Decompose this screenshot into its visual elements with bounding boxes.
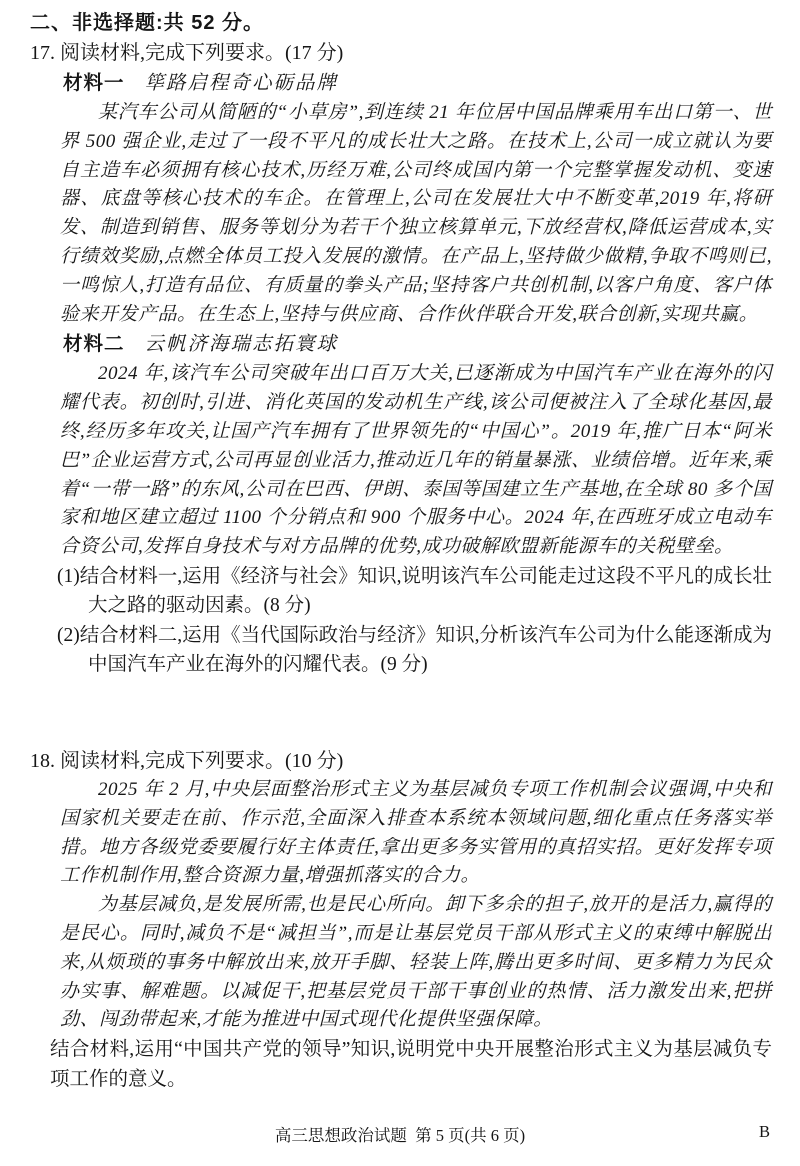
question-17-stem-line xyxy=(30,38,772,68)
material-2-title: 云帆济海瑞志拓寰球 xyxy=(144,334,339,356)
question-17-subquestion-1 xyxy=(57,562,772,621)
section-header: 二、非选择题:共 52 分。 xyxy=(30,12,265,34)
subquestion-1-text: 结合材料一,运用《经济与社会》知识,说明该汽车公司能走过这段不平凡的成长壮大之路的驱动因素。(8 分) xyxy=(79,565,773,617)
material-2-text: 2024 年,该汽车公司突破年出口百万大关,已逐渐成为中国汽车产业在海外的闪耀代表。初创时,引进、消化英国的发动机生产线,该公司便被注入了全球化基因,最终,经历多年攻关,让国产汽车拥有了世界领先的“中国心”。2019 年,推广日本“阿米巴”企业运营方式,公司再显创业活力,推动近几年的销量暴涨、业绩倍增。近年来,乘着“一带一路”的东风,公司在巴西、伊朗、泰国等国建立生产基地,在全球 80 多个国家和地区建立超过 1100 个分销点和 900 个服务中心。2024 年,在西班牙成立电动车合资公司,发挥自身技术与对方品牌的优势,成功破解欧盟新能源车的关税壁垒。 xyxy=(60,363,772,558)
material-1-title: 筚路启程奇心砺品牌 xyxy=(144,73,339,94)
question-17-number: 17. xyxy=(30,42,55,64)
question-18-task: 结合材料,运用“中国共产党的领导”知识,说明党中央开展整治形式主义为基层减负专项工作的意义。 xyxy=(50,1039,772,1090)
question-18-stem: 阅读材料,完成下列要求。(10 分) xyxy=(60,749,344,772)
subquestion-1-label: (1) xyxy=(57,565,80,587)
question-17-stem: 阅读材料,完成下列要求。(17 分) xyxy=(60,42,344,64)
material-1-label: 材料一 xyxy=(63,72,125,94)
material-1-heading xyxy=(63,68,772,99)
question-18-stem-line xyxy=(30,746,772,776)
question-17 xyxy=(30,38,772,680)
question-17-subquestion-2 xyxy=(57,621,772,680)
footer-version-label: B xyxy=(758,1122,770,1141)
material-1-text: 某汽车公司从简陋的“小草房”,到连续 21 年位居中国品牌乘用车出口第一、世界 500 强企业,走过了一段不平凡的成长壮大之路。在技术上,公司一成立就认为要自主造车必须拥有核心技术,历经万难,公司终成国内第一个完整掌握发动机、变速器、底盘等核心技术的车企。在管理上,公司在发展壮大中不断变革,2019 年,将研发、制造到销售、服务等划分为若干个独立核算单元,下放经营权,降低运营成本,实行绩效奖励,点燃全体员工投入发展的激情。在产品上,坚持做少做精,争取不鸣则已,一鸣惊人,打造有品位、有质量的拳头产品;坚持客户共创机制,以客户角度、客户体验来开发产品。在生态上,坚持与供应商、合作伙伴联合开发,联合创新,实现共赢。 xyxy=(60,102,772,325)
material-2-heading xyxy=(63,329,772,360)
question-18-number: 18. xyxy=(30,749,55,772)
question-18-paragraph-2: 为基层减负,是发展所需,也是民心所向。卸下多余的担子,放开的是活力,赢得的是民心。同时,减负不是“减担当”,而是让基层党员干部从形式主义的束缚中解脱出来,从烦琐的事务中解放出来,放开手脚、轻装上阵,腾出更多时间、更多精力为民众办实事、解难题。以减促干,把基层党员干部干事创业的热情、活力激发出来,把拼劲、闯劲带起来,才能为推进中国式现代化提供坚强保障。 xyxy=(60,894,772,1031)
subquestion-2-text: 结合材料二,运用《当代国际政治与经济》知识,分析该汽车公司为什么能逐渐成为中国汽车产业在海外的闪耀代表。(9 分) xyxy=(79,624,773,676)
material-2-label: 材料二 xyxy=(63,333,125,356)
subquestion-2-label: (2) xyxy=(57,624,80,646)
question-18-paragraph-1: 2025 年 2 月,中央层面整治形式主义为基层减负专项工作机制会议强调,中央和国家机关要走在前、作示范,全面深入排查本系统本领域问题,细化重点任务落实举措。地方各级党委要履行好主体责任,拿出更多务实管用的真招实招。更好发挥专项工作机制作用,整合资源力量,增强抓落实的合力。 xyxy=(60,778,772,887)
footer-page-label: 高三思想政治试题 第 5 页(共 6 页) xyxy=(274,1126,526,1145)
question-18 xyxy=(30,746,772,1094)
